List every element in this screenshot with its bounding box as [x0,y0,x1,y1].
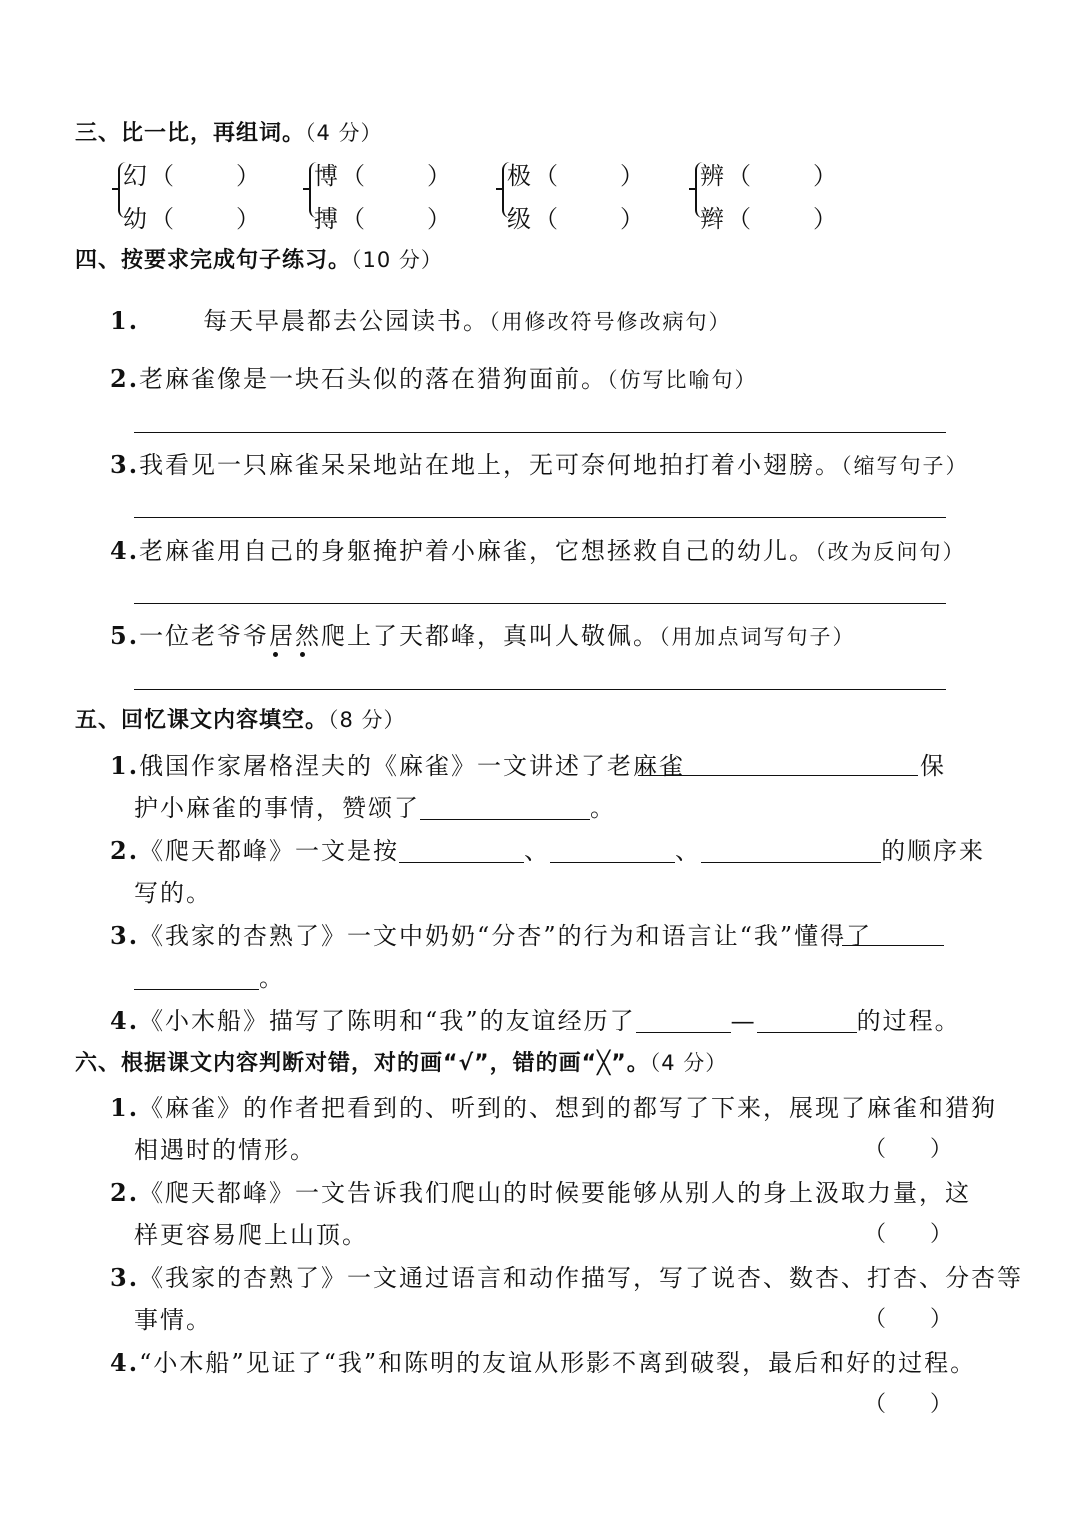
s6-item-1-line1 [110,1088,997,1123]
q1-text-end: 保 [920,752,946,780]
paren-open: （ [150,162,176,190]
s4-item-2 [110,359,758,394]
item-number: 1. [110,751,140,780]
item-number: 5. [110,621,140,650]
paren-close: ） [236,205,262,233]
punct: 。 [259,964,285,992]
fill-blank[interactable] [420,793,590,820]
judgement-box[interactable]: （ ） [864,1137,953,1162]
paren-close: ） [236,162,262,190]
paren-close: ） [620,205,646,233]
q2-text: 《爬天都峰》一文是按 [139,837,400,865]
answer-line[interactable] [134,517,946,518]
fill-blank[interactable] [701,836,881,863]
s6-item-3-line1 [110,1258,1023,1293]
s5-q2-line2: 写的。 [134,879,212,907]
s4-item-1 [110,301,732,336]
section6-score: （4 分） [649,1051,728,1075]
item-number: 4. [110,536,140,565]
answer-line[interactable] [134,603,946,604]
q4-text-end: 的过程。 [856,1007,961,1035]
fill-blank[interactable] [550,836,675,863]
paren-open: （ [341,205,367,233]
emphasis-dot-icon [273,652,278,657]
pair-3-top: 极 [507,162,533,190]
q2-text-end: 的顺序来 [881,837,986,865]
item-requirement: （缩写句子） [841,454,969,478]
fill-blank[interactable] [842,945,944,946]
item-text: 《爬天都峰》一文告诉我们爬山的时候要能够从别人的身上汲取力量，这 [139,1179,972,1207]
item-text: 《我家的杏熟了》一文通过语言和动作描写，写了说杏、数杏、打杏、分杏等 [139,1264,1024,1292]
dash: — [730,1007,757,1035]
fill-blank[interactable] [399,836,524,863]
judgement-box[interactable]: （ ） [864,1307,953,1332]
pair-2-bottom: 搏 [314,205,340,233]
answer-line[interactable] [134,432,946,433]
pair-4-top: 辨 [700,162,726,190]
pair-1-bottom: 幼 [123,205,149,233]
item-number: 4. [110,1006,140,1035]
section3-title: 三、比一比，再组词。 [75,121,306,146]
paren-close: ） [427,162,453,190]
paren-close: ） [813,205,839,233]
item-number: 2. [110,836,140,865]
paren-close: ） [620,162,646,190]
item-requirement: （改为反问句） [815,540,966,564]
item-text: 每天早晨都去公园读书。 [203,307,490,335]
section5-title: 五、回忆课文内容填空。 [75,708,329,733]
answer-line[interactable] [134,689,946,690]
s4-item-5 [110,616,856,651]
section4-heading [75,243,443,274]
paren-open: （ [727,205,753,233]
item-text: 老麻雀用自己的身躯掩护着小麻雀，它想拯救自己的幼儿。 [139,537,816,565]
pair-2-top: 博 [314,162,340,190]
judgement-box[interactable]: （ ） [864,1392,953,1417]
section6-heading [75,1046,727,1077]
section5-score: （8 分） [328,708,406,732]
item-text: 我看见一只麻雀呆呆地站在地上，无可奈何地拍打着小翅膀。 [139,451,842,479]
emphasis-dot-icon [300,652,305,657]
s5-q4 [110,1001,961,1036]
item-requirement: （用加点词写句子） [659,625,856,649]
separator: 、 [524,837,551,865]
paren-open: （ [150,205,176,233]
pair-4-bottom: 辫 [700,205,726,233]
s6-item-3-line2: 事情。 [134,1306,212,1334]
paren-open: （ [534,205,560,233]
item-number: 3. [110,450,140,479]
s5-q1-line2 [134,788,616,823]
item-text: 一位老爷爷居然爬上了天都峰，真叫人敬佩。 [139,622,660,650]
q3-text: 《我家的杏熟了》一文中奶奶“分杏”的行为和语言让“我”懂得了 [139,922,873,950]
fill-blank[interactable] [757,1006,857,1033]
judgement-box[interactable]: （ ） [864,1222,953,1247]
s6-item-2-line1 [110,1173,971,1208]
q1-text: 俄国作家屠格涅夫的《麻雀》一文讲述了老麻雀 [139,752,686,780]
s5-q1-line1 [110,746,685,781]
s4-item-4 [110,531,966,566]
section4-score: （10 分） [351,248,443,272]
section3-heading [75,116,383,147]
item-text: 《麻雀》的作者把看到的、听到的、想到的都写了下来，展现了麻雀和猎狗 [139,1094,998,1122]
fill-blank[interactable] [636,1006,731,1033]
item-number: 1. [110,306,140,335]
q1-text-cont: 护小麻雀的事情，赞颂了 [134,794,420,822]
pair-3-bottom: 级 [507,205,533,233]
s4-item-3 [110,445,969,480]
pair-1-top: 幻 [123,162,149,190]
section3-score: （4 分） [305,121,383,145]
item-requirement: （仿写比喻句） [607,368,758,392]
punct: 。 [590,794,616,822]
separator: 、 [675,837,702,865]
item-number: 4. [110,1348,140,1377]
item-text: “小木船”见证了“我”和陈明的友谊从形影不离到破裂，最后和好的过程。 [139,1349,977,1377]
item-number: 1. [110,1093,140,1122]
fill-blank[interactable] [638,775,918,776]
s5-q3-line1 [110,916,872,951]
item-text: 老麻雀像是一块石头似的落在猎狗面前。 [139,365,608,393]
item-number: 2. [110,364,140,393]
paren-open: （ [534,162,560,190]
s6-item-4-line1 [110,1343,976,1378]
q4-text: 《小木船》描写了陈明和“我”的友谊经历了 [139,1007,636,1035]
item-number: 3. [110,1263,140,1292]
paren-close: ） [813,162,839,190]
paren-close: ） [427,205,453,233]
section6-title: 六、根据课文内容判断对错，对的画“√”，错的画“╳”。 [75,1051,650,1076]
item-number: 3. [110,921,140,950]
s5-q3-line2 [134,958,285,993]
s6-item-1-line2: 相遇时的情形。 [134,1136,316,1164]
s5-q2-line1 [110,831,985,866]
item-number: 2. [110,1178,140,1207]
item-requirement: （用修改符号修改病句） [489,310,732,334]
s6-item-2-line2: 样更容易爬上山顶。 [134,1221,368,1249]
section5-heading [75,703,406,734]
paren-open: （ [727,162,753,190]
fill-blank[interactable] [134,963,259,990]
paren-open: （ [341,162,367,190]
section4-title: 四、按要求完成句子练习。 [75,248,352,273]
